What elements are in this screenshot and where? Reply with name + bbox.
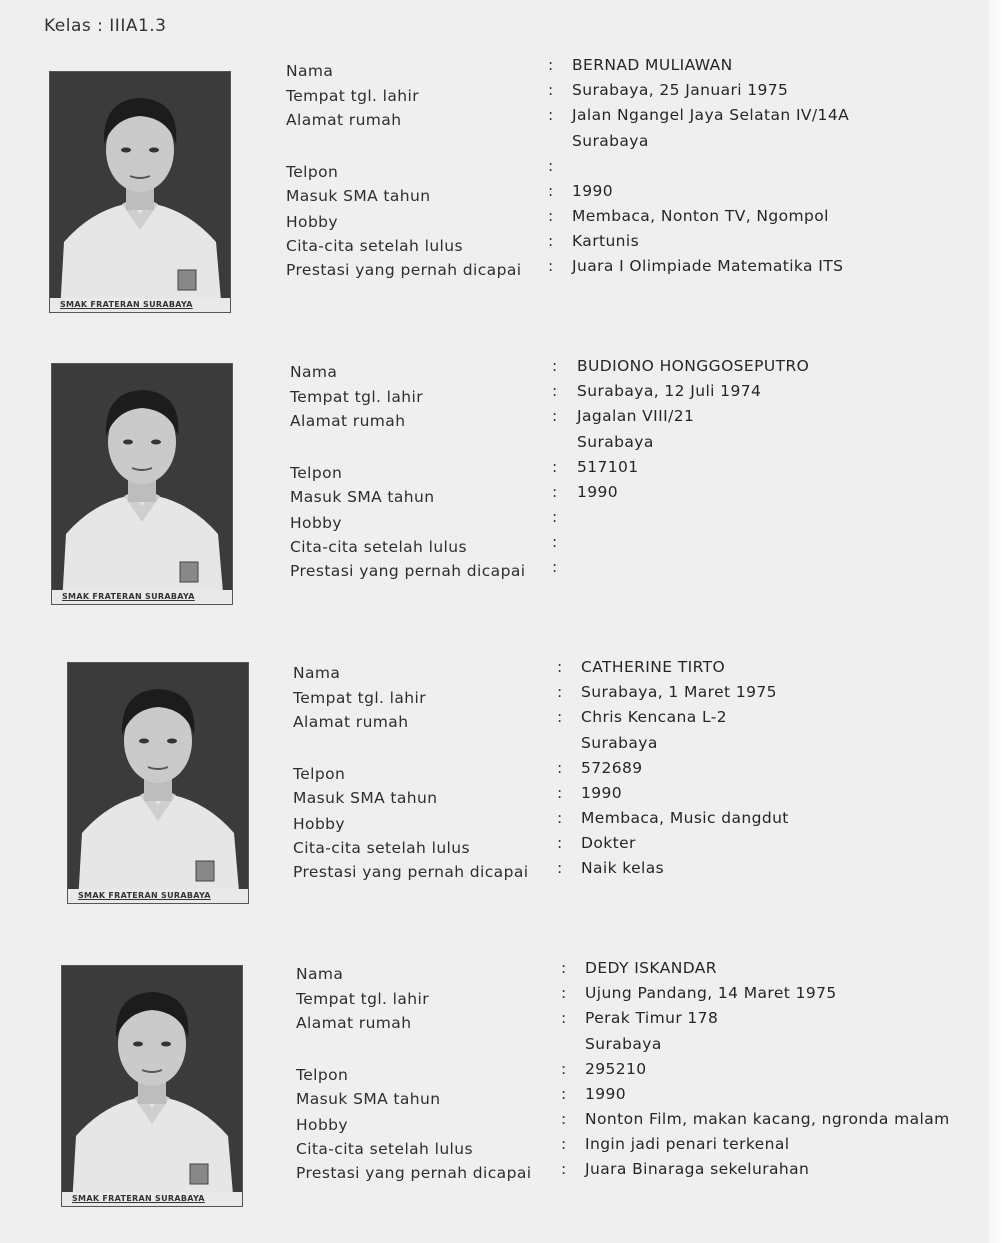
value-entry-year: 1990 [585,1085,627,1103]
portrait-figure [62,966,242,1206]
photo-caption: SMAK FRATERAN SURABAYA [68,889,248,903]
colon: : [561,984,567,1002]
label-entry-year: Masuk SMA tahun [293,789,438,807]
photo-caption: SMAK FRATERAN SURABAYA [62,1192,242,1206]
student-entry-3 [0,658,1002,922]
label-hobby: Hobby [293,815,345,833]
label-aspiration: Cita-cita setelah lulus [293,839,470,857]
photo-caption: SMAK FRATERAN SURABAYA [50,298,230,312]
colon: : [552,558,558,576]
student-photo [52,364,232,604]
value-hobby: Membaca, Music dangdut [581,809,789,827]
value-entry-year: 1990 [572,182,614,200]
value-name: CATHERINE TIRTO [581,658,726,676]
student-photo [62,966,242,1206]
label-birth: Tempat tgl. lahir [296,990,429,1008]
colon: : [561,1160,567,1178]
colon: : [557,708,563,726]
value-address-line1: Chris Kencana L-2 [581,708,727,726]
label-aspiration: Cita-cita setelah lulus [286,237,463,255]
colon: : [557,859,563,877]
label-address: Alamat rumah [286,111,402,129]
colon: : [548,56,554,74]
colon: : [552,357,558,375]
colon: : [561,1085,567,1103]
colon: : [552,508,558,526]
label-entry-year: Masuk SMA tahun [290,488,435,506]
label-phone: Telpon [286,163,339,181]
colon: : [548,207,554,225]
student-entry-2 [0,357,1002,621]
student-photo [68,663,248,903]
value-aspiration: Kartunis [572,232,640,250]
value-birth: Surabaya, 12 Juli 1974 [577,382,762,400]
value-hobby: Membaca, Nonton TV, Ngompol [572,207,829,225]
label-phone: Telpon [296,1066,349,1084]
colon: : [552,382,558,400]
label-name: Nama [296,965,344,983]
colon: : [548,257,554,275]
value-entry-year: 1990 [577,483,619,501]
value-aspiration: Ingin jadi penari terkenal [585,1135,790,1153]
colon: : [561,1060,567,1078]
value-phone: 572689 [581,759,643,777]
label-address: Alamat rumah [293,713,409,731]
value-address-line1: Jagalan VIII/21 [577,407,695,425]
label-aspiration: Cita-cita setelah lulus [296,1140,473,1158]
value-address-line2: Surabaya [572,132,649,150]
value-entry-year: 1990 [581,784,623,802]
label-address: Alamat rumah [290,412,406,430]
colon: : [557,759,563,777]
value-achievement: Juara Binaraga sekelurahan [585,1160,810,1178]
value-name: BERNAD MULIAWAN [572,56,733,74]
value-address-line2: Surabaya [577,433,654,451]
colon: : [548,232,554,250]
portrait-figure [52,364,232,604]
label-birth: Tempat tgl. lahir [286,87,419,105]
colon: : [561,1009,567,1027]
label-address: Alamat rumah [296,1014,412,1032]
value-achievement: Juara I Olimpiade Matematika ITS [572,257,844,275]
label-birth: Tempat tgl. lahir [293,689,426,707]
value-name: DEDY ISKANDAR [585,959,717,977]
colon: : [561,1135,567,1153]
colon: : [557,784,563,802]
student-photo [50,72,230,312]
label-entry-year: Masuk SMA tahun [286,187,431,205]
colon: : [557,809,563,827]
colon: : [557,658,563,676]
value-phone: 295210 [585,1060,647,1078]
value-phone: 517101 [577,458,639,476]
colon: : [557,834,563,852]
value-aspiration: Dokter [581,834,636,852]
colon: : [548,106,554,124]
colon: : [552,533,558,551]
value-birth: Surabaya, 25 Januari 1975 [572,81,789,99]
portrait-figure [50,72,230,312]
value-birth: Surabaya, 1 Maret 1975 [581,683,777,701]
value-hobby: Nonton Film, makan kacang, ngronda malam [585,1110,950,1128]
label-name: Nama [293,664,341,682]
student-entry-4 [0,959,1002,1223]
label-hobby: Hobby [290,514,342,532]
class-label: Kelas : IIIA1.3 [44,16,167,36]
colon: : [548,157,554,175]
value-address-line2: Surabaya [585,1035,662,1053]
portrait-figure [68,663,248,903]
value-address-line2: Surabaya [581,734,658,752]
value-address-line1: Jalan Ngangel Jaya Selatan IV/14A [572,106,850,124]
colon: : [557,683,563,701]
colon: : [552,483,558,501]
label-phone: Telpon [290,464,343,482]
colon: : [552,407,558,425]
colon: : [561,959,567,977]
label-achievement: Prestasi yang pernah dicapai [290,562,526,580]
value-name: BUDIONO HONGGOSEPUTRO [577,357,810,375]
label-birth: Tempat tgl. lahir [290,388,423,406]
label-entry-year: Masuk SMA tahun [296,1090,441,1108]
label-name: Nama [286,62,334,80]
label-hobby: Hobby [296,1116,348,1134]
label-phone: Telpon [293,765,346,783]
label-achievement: Prestasi yang pernah dicapai [293,863,529,881]
photo-caption: SMAK FRATERAN SURABAYA [52,590,232,604]
colon: : [552,458,558,476]
label-achievement: Prestasi yang pernah dicapai [296,1164,532,1182]
student-entry-1 [0,56,1002,320]
value-achievement: Naik kelas [581,859,665,877]
value-address-line1: Perak Timur 178 [585,1009,719,1027]
label-achievement: Prestasi yang pernah dicapai [286,261,522,279]
colon: : [561,1110,567,1128]
label-hobby: Hobby [286,213,338,231]
colon: : [548,182,554,200]
value-birth: Ujung Pandang, 14 Maret 1975 [585,984,837,1002]
colon: : [548,81,554,99]
label-name: Nama [290,363,338,381]
label-aspiration: Cita-cita setelah lulus [290,538,467,556]
